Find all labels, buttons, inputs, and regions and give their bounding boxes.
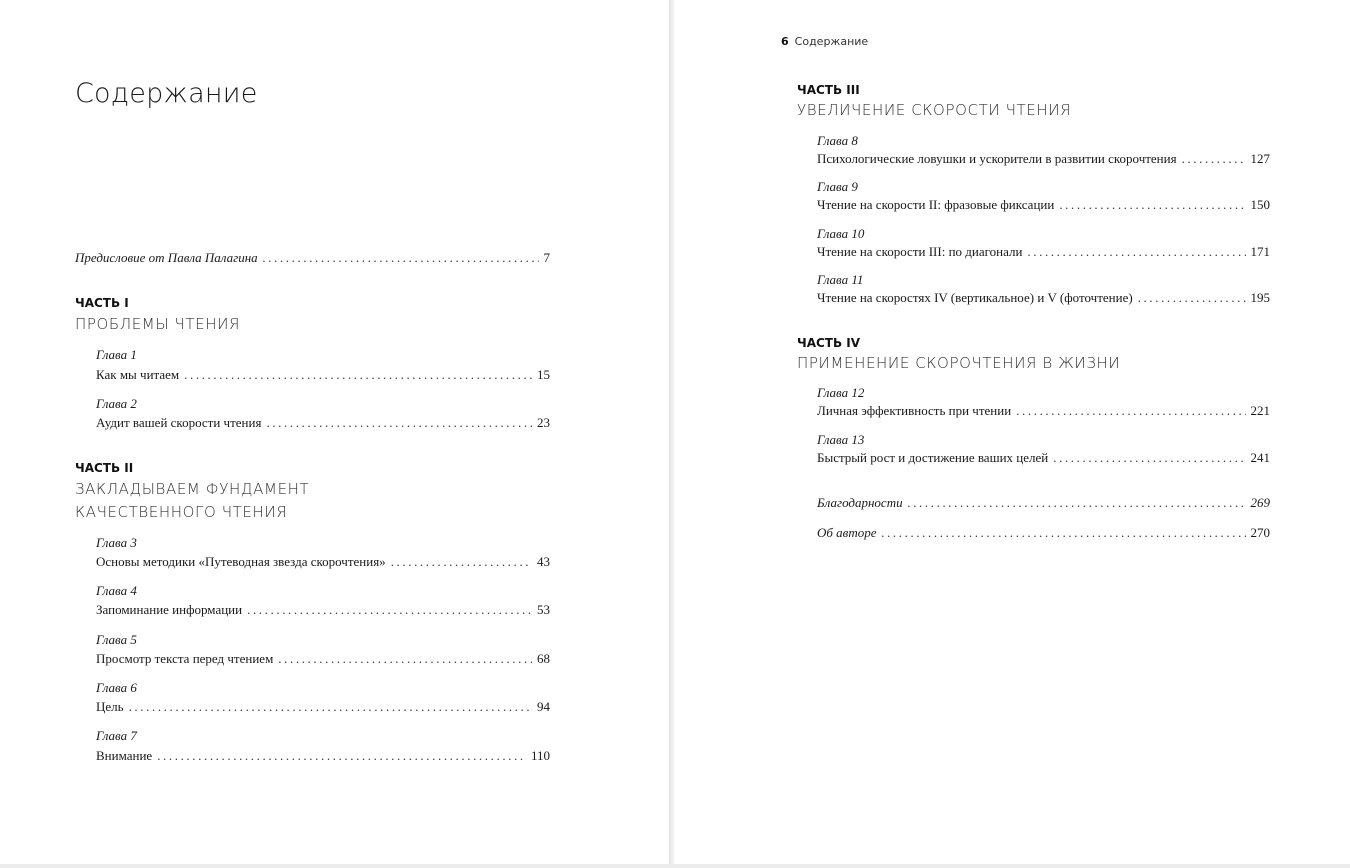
toc-page-number: 53 <box>537 602 550 617</box>
toc-entry-label: Аудит вашей скорости чтения <box>96 415 262 430</box>
right-page <box>676 0 1350 864</box>
toc-page-number: 150 <box>1250 197 1270 212</box>
part-label: ЧАСТЬ IV <box>797 336 861 350</box>
chapter-number: Глава 6 <box>96 680 137 695</box>
toc-page-number: 15 <box>537 367 550 382</box>
toc-entry-chapter-12[interactable] <box>817 403 1270 419</box>
part-title: ПРИМЕНЕНИЕ СКОРОЧТЕНИЯ В ЖИЗНИ <box>797 354 1121 372</box>
toc-entry-label: Чтение на скорости III: по диагонали <box>817 244 1023 259</box>
dot-leader <box>1138 290 1246 306</box>
dot-leader <box>1059 197 1245 213</box>
part-title: КАЧЕСТВЕННОГО ЧТЕНИЯ <box>75 503 288 521</box>
chapter-number: Глава 3 <box>96 535 137 550</box>
toc-page-number: 171 <box>1250 244 1270 259</box>
toc-entry-acknowledgements[interactable] <box>817 495 1270 511</box>
toc-entry-label: Цель <box>96 699 124 714</box>
toc-page-number: 94 <box>537 699 550 714</box>
toc-entry-label: Быстрый рост и достижение ваших целей <box>817 450 1049 465</box>
chapter-number: Глава 2 <box>96 396 137 411</box>
toc-entry-label: Как мы читаем <box>96 367 180 382</box>
toc-entry-chapter-6[interactable] <box>96 699 550 715</box>
toc-entry-label: Запоминание информации <box>96 602 243 617</box>
part-label: ЧАСТЬ II <box>75 461 134 475</box>
dot-leader <box>157 748 526 764</box>
part-label: ЧАСТЬ III <box>797 83 860 97</box>
dot-leader <box>184 367 532 383</box>
dot-leader <box>1027 244 1245 260</box>
dot-leader <box>129 699 532 715</box>
page-title: Содержание <box>75 78 258 109</box>
dot-leader <box>266 415 532 431</box>
toc-page-number: 195 <box>1250 290 1270 305</box>
toc-entry-chapter-9[interactable] <box>817 197 1270 213</box>
part-label: ЧАСТЬ I <box>75 296 129 310</box>
toc-entry-chapter-11[interactable] <box>817 290 1270 306</box>
chapter-number: Глава 13 <box>817 432 865 447</box>
toc-entry-label: Об авторе <box>817 525 877 540</box>
toc-entry-label: Личная эффективность при чтении <box>817 403 1012 418</box>
page-number: 6 <box>781 35 789 48</box>
toc-entry-label: Внимание <box>96 748 153 763</box>
toc-page-number: 270 <box>1250 525 1270 540</box>
part-title: ЗАКЛАДЫВАЕМ ФУНДАМЕНТ <box>75 480 310 498</box>
toc-entry-chapter-7[interactable] <box>96 748 550 764</box>
chapter-number: Глава 11 <box>817 272 864 287</box>
toc-entry-chapter-1[interactable] <box>96 367 550 383</box>
dot-leader <box>247 602 532 618</box>
toc-page-number: 43 <box>537 554 550 569</box>
dot-leader <box>908 495 1246 511</box>
dot-leader <box>881 525 1245 541</box>
running-head <box>781 35 868 48</box>
toc-page-number: 241 <box>1250 450 1270 465</box>
toc-entry-about-author[interactable] <box>817 525 1270 541</box>
chapter-number: Глава 12 <box>817 385 865 400</box>
toc-entry-label: Чтение на скоростях IV (вертикальное) и V (фоточтение) <box>817 290 1133 305</box>
dot-leader <box>391 554 532 570</box>
dot-leader <box>263 250 539 266</box>
toc-page-number: 110 <box>530 748 550 763</box>
chapter-number: Глава 8 <box>817 133 858 148</box>
toc-entry-chapter-5[interactable] <box>96 651 550 667</box>
chapter-number: Глава 9 <box>817 179 858 194</box>
chapter-number: Глава 7 <box>96 728 137 743</box>
toc-entry-label: Основы методики «Путеводная звезда скорочтения» <box>96 554 386 569</box>
toc-entry-chapter-13[interactable] <box>817 450 1270 466</box>
running-head-title: Содержание <box>794 35 869 48</box>
toc-page-number: 127 <box>1250 151 1270 166</box>
book-gutter <box>669 0 676 864</box>
toc-page-number: 68 <box>537 651 550 666</box>
toc-entry-label: Предисловие от Павла Палагина <box>75 250 258 265</box>
part-title: ПРОБЛЕМЫ ЧТЕНИЯ <box>75 315 241 333</box>
toc-page-number: 221 <box>1250 403 1270 418</box>
toc-entry-chapter-4[interactable] <box>96 602 550 618</box>
toc-entry-preface[interactable] <box>75 250 550 266</box>
toc-entry-chapter-2[interactable] <box>96 415 550 431</box>
dot-leader <box>1053 450 1245 466</box>
toc-entry-label: Просмотр текста перед чтением <box>96 651 274 666</box>
toc-entry-label: Психологические ловушки и ускорители в развитии скорочтения <box>817 151 1177 166</box>
dot-leader <box>278 651 532 667</box>
toc-page-number: 23 <box>537 415 550 430</box>
left-page <box>0 0 669 864</box>
chapter-number: Глава 4 <box>96 583 137 598</box>
toc-entry-label: Чтение на скорости II: фразовые фиксации <box>817 197 1055 212</box>
part-title: УВЕЛИЧЕНИЕ СКОРОСТИ ЧТЕНИЯ <box>797 101 1072 119</box>
toc-entry-chapter-8[interactable] <box>817 151 1270 167</box>
toc-entry-chapter-3[interactable] <box>96 554 550 570</box>
toc-page-number: 7 <box>543 250 550 265</box>
toc-entry-label: Благодарности <box>817 495 903 510</box>
chapter-number: Глава 5 <box>96 632 137 647</box>
dot-leader <box>1182 151 1246 167</box>
chapter-number: Глава 10 <box>817 226 865 241</box>
dot-leader <box>1016 403 1245 419</box>
toc-page-number: 269 <box>1250 495 1270 510</box>
toc-entry-chapter-10[interactable] <box>817 244 1270 260</box>
chapter-number: Глава 1 <box>96 347 137 362</box>
